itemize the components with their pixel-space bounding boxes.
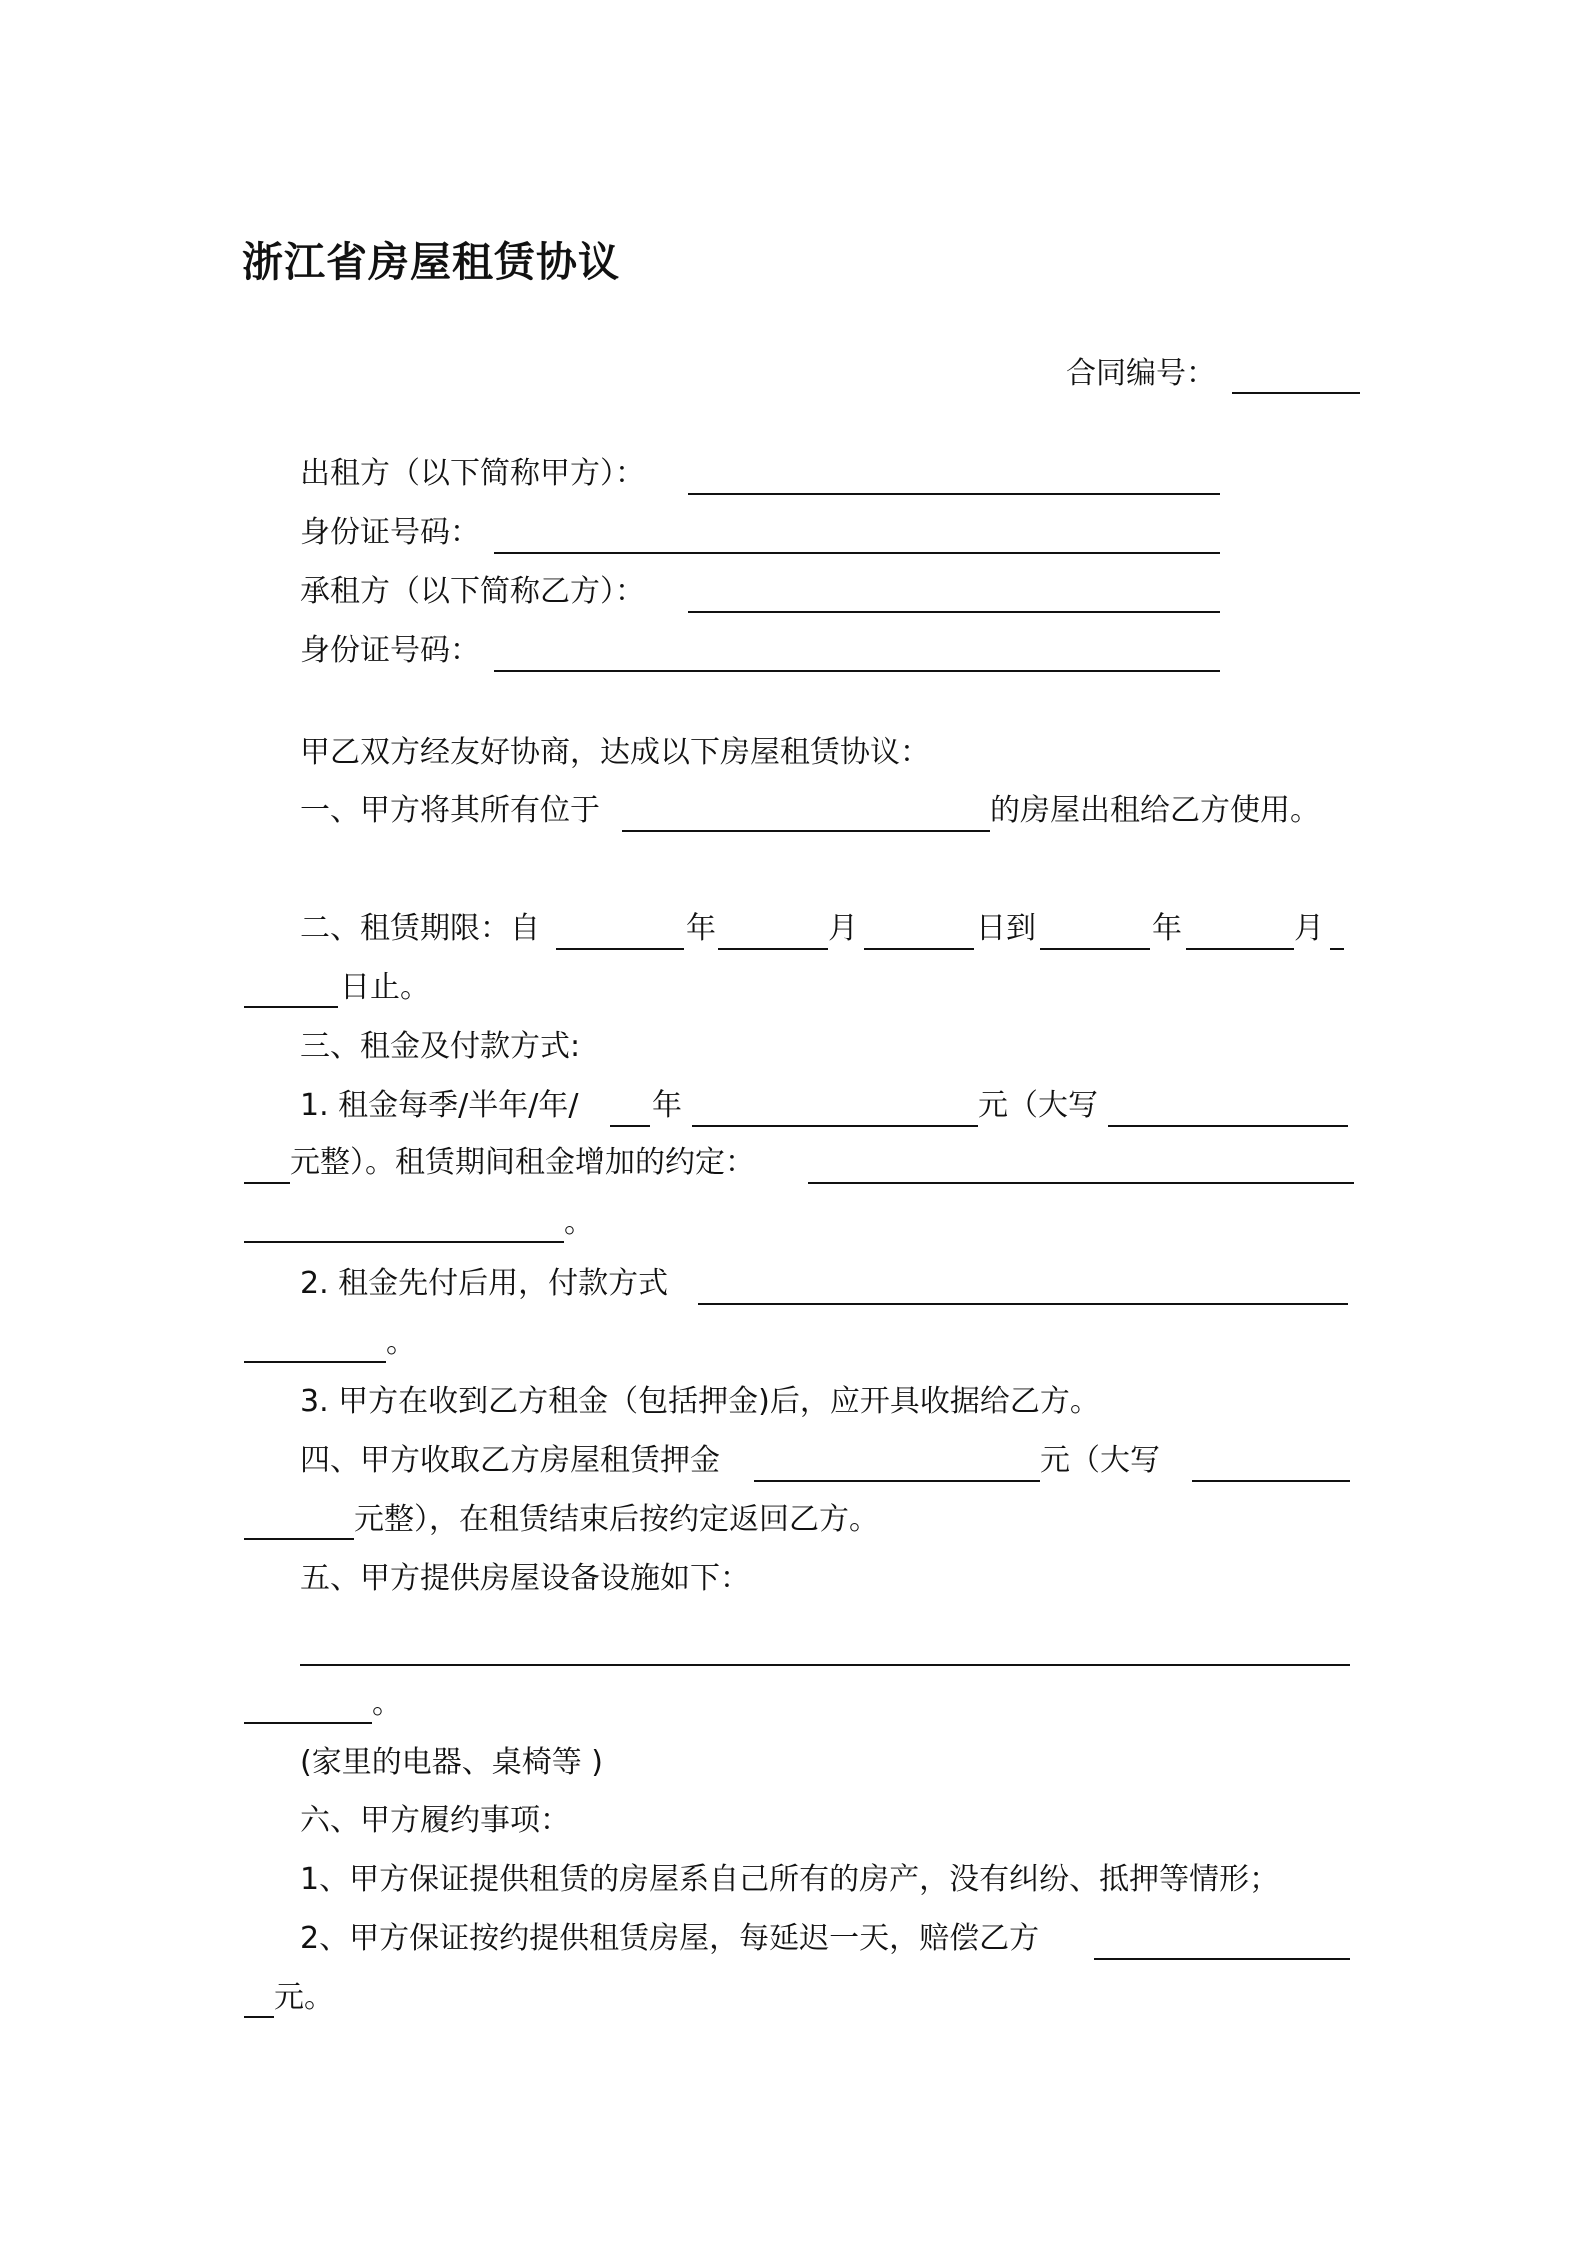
payment-method-blank-cont[interactable] [244, 1361, 386, 1363]
payment-method-label: 2. 租金先付后用，付款方式 [300, 1266, 669, 1301]
rent-amount-words-blank[interactable] [1108, 1125, 1348, 1127]
clause-2 [300, 907, 1360, 951]
facilities-blank[interactable] [300, 1664, 1350, 1666]
contract-number-row [1066, 352, 1366, 396]
end-year-blank[interactable] [1040, 948, 1150, 950]
lessee-id-label: 身份证号码： [300, 633, 480, 668]
clause-6-heading [300, 1799, 900, 1843]
rent-amount-blank[interactable] [692, 1125, 978, 1127]
lessee-id-row [300, 629, 1220, 673]
clause-6-item-2 [300, 1917, 1360, 1961]
start-year-blank[interactable] [556, 948, 684, 950]
lessor-id-label: 身份证号码： [300, 515, 480, 550]
clause-2-end-text: 日止。 [340, 970, 430, 1005]
end-day-blank-tail[interactable] [1330, 948, 1344, 950]
deposit-return-text: 元整），在租赁结束后按约定返回乙方。 [354, 1502, 879, 1537]
facilities-end: 。 [372, 1686, 402, 1721]
delay-compensation-blank-cont[interactable] [244, 2016, 274, 2018]
lessee-name-blank[interactable] [688, 611, 1220, 613]
clause-3-item-2-end [386, 1321, 446, 1365]
contract-number-blank[interactable] [1232, 392, 1360, 394]
delay-compensation-label: 2、甲方保证按约提供租赁房屋，每延迟一天，赔偿乙方 [300, 1921, 1040, 1956]
clause-1-suffix: 的房屋出租给乙方使用。 [990, 793, 1320, 828]
clause-3-item-1 [300, 1084, 1360, 1128]
facilities-heading: 五、甲方提供房屋设备设施如下： [300, 1561, 750, 1596]
clause-2-year2: 年 [1152, 911, 1182, 946]
intro-text: 甲乙双方经友好协商，达成以下房屋租赁协议： [300, 735, 930, 770]
rent-increase-blank[interactable] [808, 1182, 1354, 1184]
lessee-label: 承租方（以下简称乙方）： [300, 574, 645, 609]
facilities-note: (家里的电器、桌椅等 ) [300, 1745, 603, 1780]
rent-period-options: 1. 租金每季/半年/年/ [300, 1088, 579, 1123]
clause-3-item-1-cont [290, 1141, 830, 1185]
clause-6-item-2-end [274, 1976, 374, 2020]
delay-compensation-blank[interactable] [1094, 1958, 1350, 1960]
rent-period-year: 年 [652, 1088, 682, 1123]
rent-increase-label: 元整）。租赁期间租金增加的约定： [290, 1145, 755, 1180]
rent-period-custom-blank[interactable] [610, 1125, 650, 1127]
clause-2-end [340, 966, 540, 1010]
end-day-blank[interactable] [244, 1006, 338, 1008]
lessor-id-blank[interactable] [494, 552, 1220, 554]
lessor-label: 出租方（以下简称甲方）： [300, 456, 645, 491]
property-address-blank[interactable] [622, 830, 990, 832]
clause-4 [300, 1439, 1360, 1483]
clause-2-month1: 月 [828, 911, 858, 946]
clause-3-item-1-end [564, 1201, 624, 1245]
clause-2-prefix: 二、租赁期限：自 [300, 911, 540, 946]
lessee-id-blank[interactable] [494, 670, 1220, 672]
clause-6-item-1 [300, 1858, 1360, 1902]
receipt-text: 3. 甲方在收到乙方租金（包括押金)后，应开具收据给乙方。 [300, 1384, 1100, 1419]
ownership-guarantee-text: 1、甲方保证提供租赁的房屋系自己所有的房产，没有纠纷、抵押等情形； [300, 1862, 1280, 1897]
clause-2-day-to: 日到 [976, 911, 1036, 946]
clause-5-heading [300, 1557, 1000, 1601]
clause-1-prefix: 一、甲方将其所有位于 [300, 793, 600, 828]
clause-5-note [300, 1741, 900, 1785]
deposit-words-blank-cont[interactable] [244, 1538, 354, 1540]
lessor-row [300, 452, 1220, 496]
lessee-row [300, 570, 1220, 614]
clause-5-end [372, 1682, 432, 1726]
start-day-blank[interactable] [864, 948, 974, 950]
end-month-blank[interactable] [1186, 948, 1294, 950]
deposit-words-blank[interactable] [1192, 1480, 1350, 1482]
delay-compensation-end: 元。 [274, 1980, 334, 2015]
deposit-label: 四、甲方收取乙方房屋租赁押金 [300, 1443, 720, 1478]
contract-number-label: 合同编号： [1066, 356, 1216, 391]
rent-increase-blank-cont[interactable] [244, 1241, 564, 1243]
clause-3-item-3 [300, 1380, 1360, 1424]
lessor-obligations-heading: 六、甲方履约事项： [300, 1803, 570, 1838]
clause-1 [300, 789, 1360, 833]
intro-paragraph [300, 731, 1200, 775]
deposit-yuan-label: 元（大写 [1040, 1443, 1160, 1478]
clause-2-month2: 月 [1294, 911, 1324, 946]
clause-3-heading-text: 三、租金及付款方式: [300, 1029, 581, 1064]
lessor-name-blank[interactable] [688, 493, 1220, 495]
clause-2-year1: 年 [686, 911, 716, 946]
clause-4-cont [354, 1498, 1054, 1542]
start-month-blank[interactable] [718, 948, 828, 950]
lessor-id-row [300, 511, 1220, 555]
payment-method-end: 。 [386, 1325, 416, 1360]
clause-3-item-2 [300, 1262, 1360, 1306]
rent-increase-end: 。 [564, 1205, 594, 1240]
facilities-blank-cont[interactable] [244, 1722, 372, 1724]
rent-amount-words-blank-cont[interactable] [244, 1182, 290, 1184]
rent-yuan-label: 元（大写 [978, 1088, 1098, 1123]
payment-method-blank[interactable] [698, 1303, 1348, 1305]
clause-3-heading [300, 1025, 900, 1069]
document-title: 浙江省房屋租赁协议 [242, 238, 620, 286]
deposit-amount-blank[interactable] [754, 1480, 1040, 1482]
